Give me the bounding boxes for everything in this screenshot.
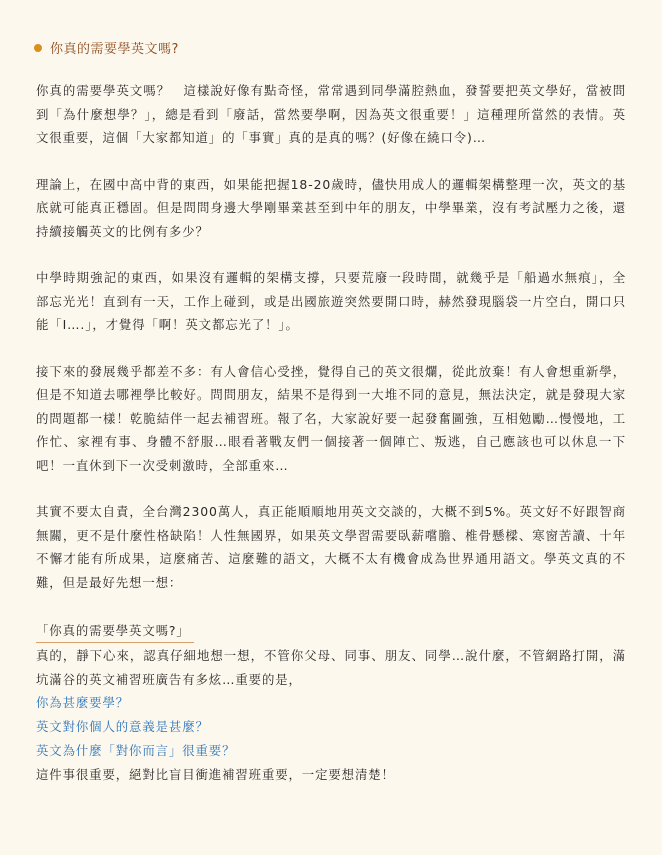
article-title: 你真的需要學英文嗎? — [50, 42, 179, 57]
question-2: 英文對你個人的意義是甚麼？ — [36, 719, 209, 734]
paragraph-3: 中學時期強記的東西，如果沒有邏輯的架構支撐，只要荒廢一段時間，就幾乎是「船過水無痕」，全部忘光光！直到有一天，工作上碰到，或是出國旅遊突然要開口時，赫然發現腦袋一片空白，開口只能「I….」，才覺得「啊！英文都忘光了！」。 — [36, 270, 626, 332]
paragraph-1: 你真的需要學英文嗎？ 這樣說好像有點奇怪，常常遇到同學滿腔熱血，發誓要把英文學好，當被問到「為什麼想學？」，總是看到「廢話，當然要學啊，因為英文很重要！」這種理所當然的表情。英文很重要，這個「大家都知道」的「事實」真的是真的嗎？(好像在繞口令)… — [36, 83, 626, 145]
paragraph-4: 接下來的發展幾乎都差不多：有人會信心受挫，覺得自己的英文很爛，從此放棄！有人會想重新學，但是不知道去哪裡學比較好。問問朋友，結果不是得到一大堆不同的意見，無法決定，就是發現大家的問題都一樣！乾脆結伴一起去補習班。報了名，大家說好要一起發奮圖強，互相勉勵…慢慢地，工作忙、家裡有事、身體不舒服…眼看著戰友們一個接著一個陣亡、叛逃，自己應該也可以休息一下吧！一直休到下一次受刺激時，全部重來… — [36, 363, 626, 473]
article-heading — [34, 38, 626, 57]
question-1: 你為甚麼要學？ — [36, 695, 130, 710]
paragraph-5: 其實不要太自責，全台灣2300萬人，真正能順順地用英文交談的，大概不到5%。英文好不好跟智商無關，更不是什麼性格缺陷！人性無國界，如果英文學習需要臥薪嚐膽、椎骨懸樑、寒窗苦讀、十年不懈才能有所成果，這麼痛苦、這麼難的語文，大概不太有機會成為世界通用語文。學英文真的不難，但是最好先想一想： — [36, 504, 626, 590]
paragraph-2: 理論上，在國中高中背的東西，如果能把握18-20歲時，儘快用成人的邏輯架構整理一次，英文的基底就可能真正穩固。但是問問身邊大學剛畢業甚至到中年的朋友，中學畢業，沒有考試壓力之後，還持續接觸英文的比例有多少？ — [36, 176, 626, 239]
bullet-icon — [34, 44, 42, 52]
quote-label: 「你真的需要學英文嗎?」 — [36, 621, 194, 643]
question-3: 英文為什麼「對你而言」很重要？ — [36, 743, 236, 758]
final-line: 這件事很重要，絕對比盲目衝進補習班重要，一定要想清楚！ — [36, 767, 395, 782]
closing-paragraph: 真的，靜下心來，認真仔細地想一想，不管你父母、同事、朋友、同學…說什麼，不管網路打開，滿坑滿谷的英文補習班廣告有多炫…重要的是， — [36, 648, 626, 687]
